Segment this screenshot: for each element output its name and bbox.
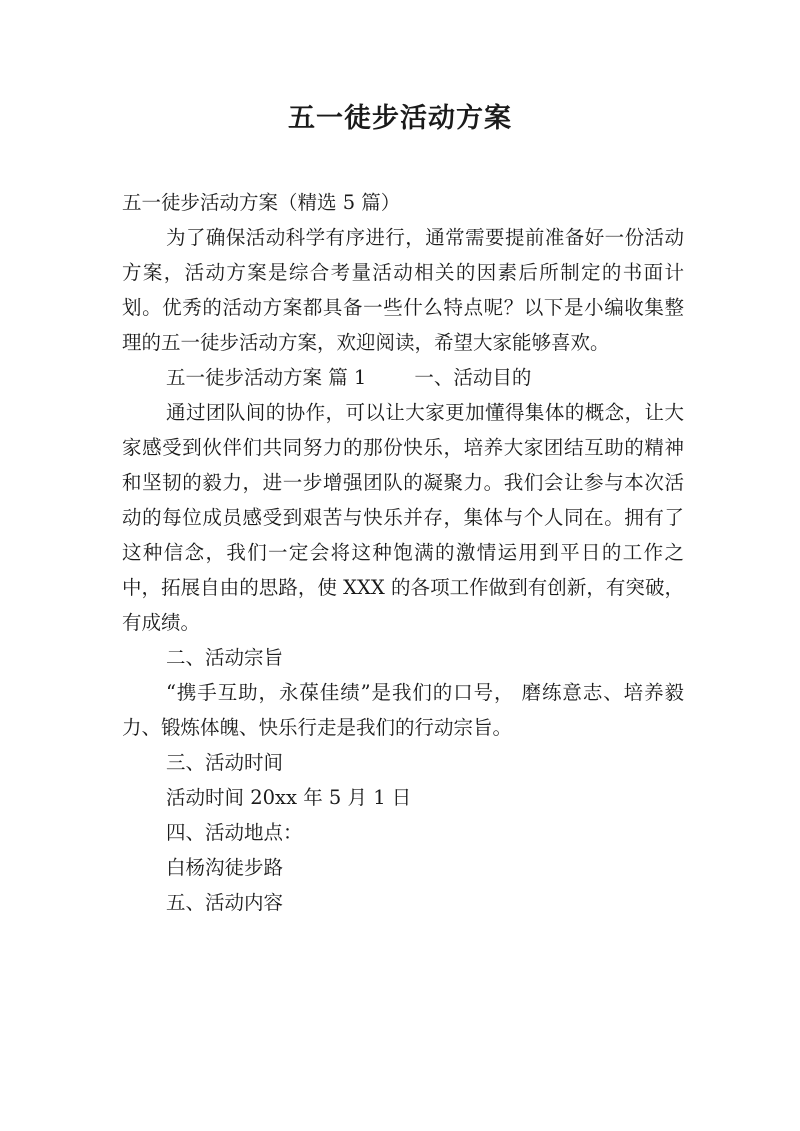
document-title: 五一徒步活动方案 xyxy=(288,103,512,134)
section3-heading: 三、活动时间 xyxy=(166,751,284,774)
section2-body: “携手互助，永葆佳绩”是我们的口号， 磨练意志、培养毅力、锻炼体魄、快乐行走是我们的行动宗旨。 xyxy=(122,681,684,739)
section2-heading: 二、活动宗旨 xyxy=(166,646,284,669)
section4-body: 白杨沟徒步路 xyxy=(166,856,284,879)
section1-body: 通过团队间的协作，可以让大家更加懂得集体的概念，让大家感受到伙伴们共同努力的那份快乐，培养大家团结互助的精神和坚韧的毅力，进一步增强团队的凝聚力。我们会让参与本次活动的每位成员感受到艰苦与快乐并存，集体与个人同在。拥有了这种信念，我们一定会将这种饱满的激情运用到平日的工作之中，拓展自由的思路，使 XXX 的各项工作做到有创新，有突破，有成绩。 xyxy=(122,401,684,634)
document-subtitle: 五一徒步活动方案（精选 5 篇） xyxy=(122,191,401,214)
section5-heading: 五、活动内容 xyxy=(166,891,284,914)
article-heading: 五一徒步活动方案 篇 1 xyxy=(166,366,367,389)
intro-paragraph: 为了确保活动科学有序进行，通常需要提前准备好一份活动方案，活动方案是综合考量活动相关的因素后所制定的书面计划。优秀的活动方案都具备一些什么特点呢？以下是小编收集整理的五一徒步活动方案，欢迎阅读，希望大家能够喜欢。 xyxy=(122,226,684,354)
section4-heading: 四、活动地点： xyxy=(166,821,303,844)
article-heading-line xyxy=(122,360,684,395)
document-body xyxy=(122,185,684,920)
section1-heading: 一、活动目的 xyxy=(414,366,532,389)
section3-body: 活动时间 20xx 年 5 月 1 日 xyxy=(166,786,412,809)
